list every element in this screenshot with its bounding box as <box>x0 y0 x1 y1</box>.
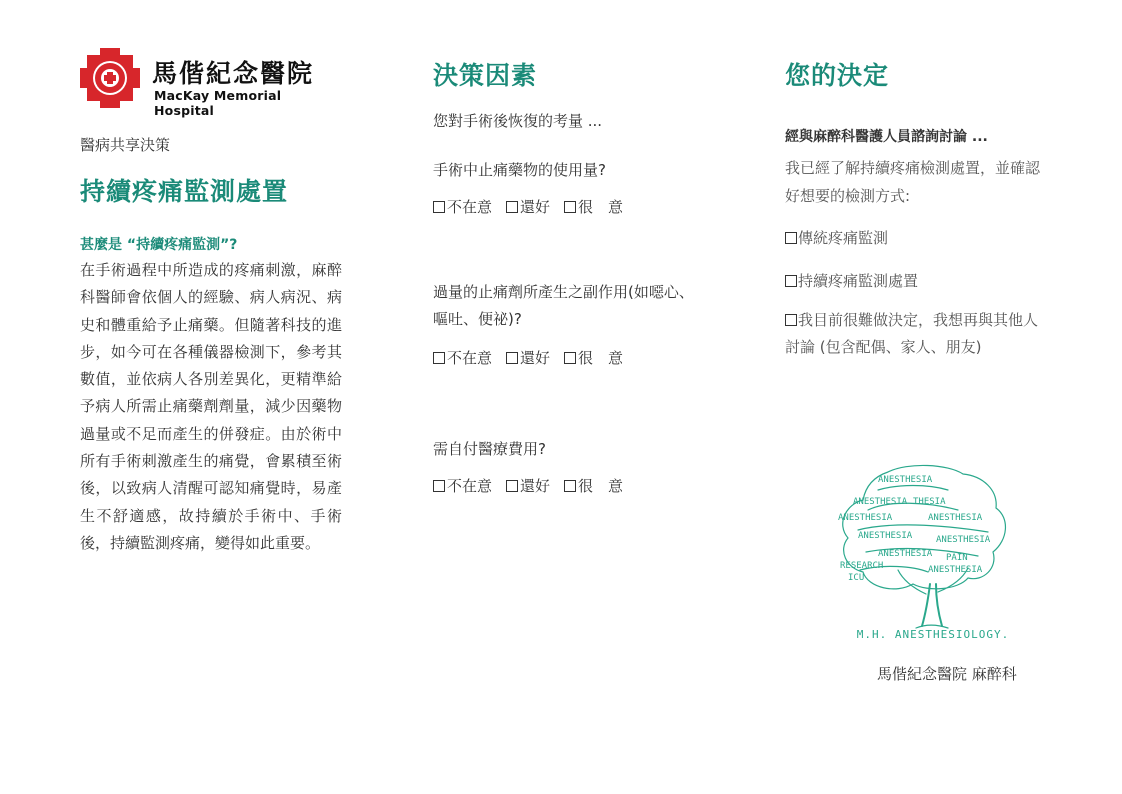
choice-undecided[interactable] <box>785 307 1047 361</box>
svg-text:ANESTHESIA: ANESTHESIA <box>878 475 933 485</box>
definition-heading: 甚麼是 “持續疼痛監測”? <box>80 237 238 253</box>
option-label: 很 意 <box>578 477 624 495</box>
decision-factors-intro: 您對手術後恢復的考量 ... <box>433 112 603 130</box>
definition-body: 在手術過程中所造成的疼痛刺激，麻醉科醫師會依個人的經驗、病人病況、病史和體重給予止痛藥。但隨著科技的進步，如今可在各種儀器檢測下，參考其數值，並依病人各別差異化，更精準給予病人所需止痛藥劑劑量，減少因藥物過量或不足而產生的併發症。由於術中所有手術刺激產生的痛覺，會累積至術後，以致病人清醒可認知痛覺時，易產生不舒適感，故持續於手術中、手術後，持續監測疼痛，變得如此重要。 <box>80 261 342 552</box>
factor-options-2 <box>433 347 637 368</box>
svg-text:ANESTHESIA: ANESTHESIA <box>878 549 933 559</box>
checkbox[interactable] <box>433 480 445 492</box>
checkbox[interactable] <box>564 480 576 492</box>
option-label: 不在意 <box>447 477 493 495</box>
checkbox[interactable] <box>785 232 797 244</box>
page-title: 持續疼痛監測處置 <box>80 177 289 206</box>
option-label: 還好 <box>520 198 551 216</box>
factor-options-1 <box>433 196 637 217</box>
option-label: 很 意 <box>578 198 624 216</box>
svg-text:ANESTHESIA: ANESTHESIA <box>928 565 983 575</box>
svg-text:ICU: ICU <box>848 573 865 583</box>
your-decision-title: 您的決定 <box>785 61 890 90</box>
option-label: 還好 <box>520 477 551 495</box>
svg-text:ANESTHESIA: ANESTHESIA <box>858 531 913 541</box>
svg-text:ANESTHESIA: ANESTHESIA <box>936 535 991 545</box>
choice-traditional[interactable] <box>785 225 1047 252</box>
svg-text:ANESTHESIA: ANESTHESIA <box>928 513 983 523</box>
hospital-chinese-name: 馬偕紀念醫院 <box>152 59 315 88</box>
consult-heading: 經與麻醉科醫護人員諮詢討論 ... <box>785 129 988 145</box>
factor-options-3 <box>433 475 637 496</box>
document-subtitle: 醫病共享決策 <box>80 136 171 154</box>
svg-text:PAIN: PAIN <box>946 553 968 563</box>
option-label: 很 意 <box>578 349 624 367</box>
option-not-care[interactable] <box>433 347 492 368</box>
checkbox[interactable] <box>433 352 445 364</box>
hospital-english-name: MacKay Memorial Hospital <box>154 88 282 118</box>
checkbox[interactable] <box>564 201 576 213</box>
understand-statement: 我已經了解持續疼痛檢測處置，並確認好想要的檢測方式: <box>785 159 1041 205</box>
option-very-care[interactable] <box>564 347 623 368</box>
option-okay[interactable] <box>506 196 550 217</box>
option-okay[interactable] <box>506 475 550 496</box>
checkbox[interactable] <box>785 275 797 287</box>
checkbox[interactable] <box>506 352 518 364</box>
svg-text:ANESTHESIA: ANESTHESIA <box>853 497 908 507</box>
anesthesiology-tree-logo <box>818 460 1048 640</box>
hospital-logo <box>80 48 342 118</box>
option-label: 不在意 <box>447 349 493 367</box>
svg-text:RESEARCH: RESEARCH <box>840 561 884 571</box>
choice-continuous[interactable] <box>785 268 1047 295</box>
tree-caption: M.H. ANESTHESIOLOGY. <box>856 628 1010 640</box>
checkbox[interactable] <box>506 480 518 492</box>
choice-label: 我目前很難做決定，我想再與其他人討論 (包含配偶、家人、朋友) <box>785 311 1039 356</box>
option-not-care[interactable] <box>433 196 492 217</box>
option-very-care[interactable] <box>564 196 623 217</box>
svg-text:THESIA: THESIA <box>913 497 946 507</box>
option-label: 不在意 <box>447 198 493 216</box>
red-cross-logo-icon <box>80 48 140 108</box>
checkbox[interactable] <box>506 201 518 213</box>
choice-label: 傳統疼痛監測 <box>798 229 889 247</box>
factor-question-1: 手術中止痛藥物的使用量? <box>433 161 606 179</box>
factor-question-2: 過量的止痛劑所產生之副作用(如噁心、嘔吐、便祕)? <box>433 283 694 328</box>
decision-factors-title: 決策因素 <box>433 61 538 90</box>
option-not-care[interactable] <box>433 475 492 496</box>
factor-question-3: 需自付醫療費用? <box>433 440 546 458</box>
checkbox[interactable] <box>433 201 445 213</box>
svg-text:ANESTHESIA: ANESTHESIA <box>838 513 893 523</box>
option-okay[interactable] <box>506 347 550 368</box>
department-footer: 馬偕紀念醫院 麻醉科 <box>877 665 1017 683</box>
option-label: 還好 <box>520 349 551 367</box>
checkbox[interactable] <box>785 314 797 326</box>
choice-label: 持續疼痛監測處置 <box>798 272 919 290</box>
checkbox[interactable] <box>564 352 576 364</box>
option-very-care[interactable] <box>564 475 623 496</box>
